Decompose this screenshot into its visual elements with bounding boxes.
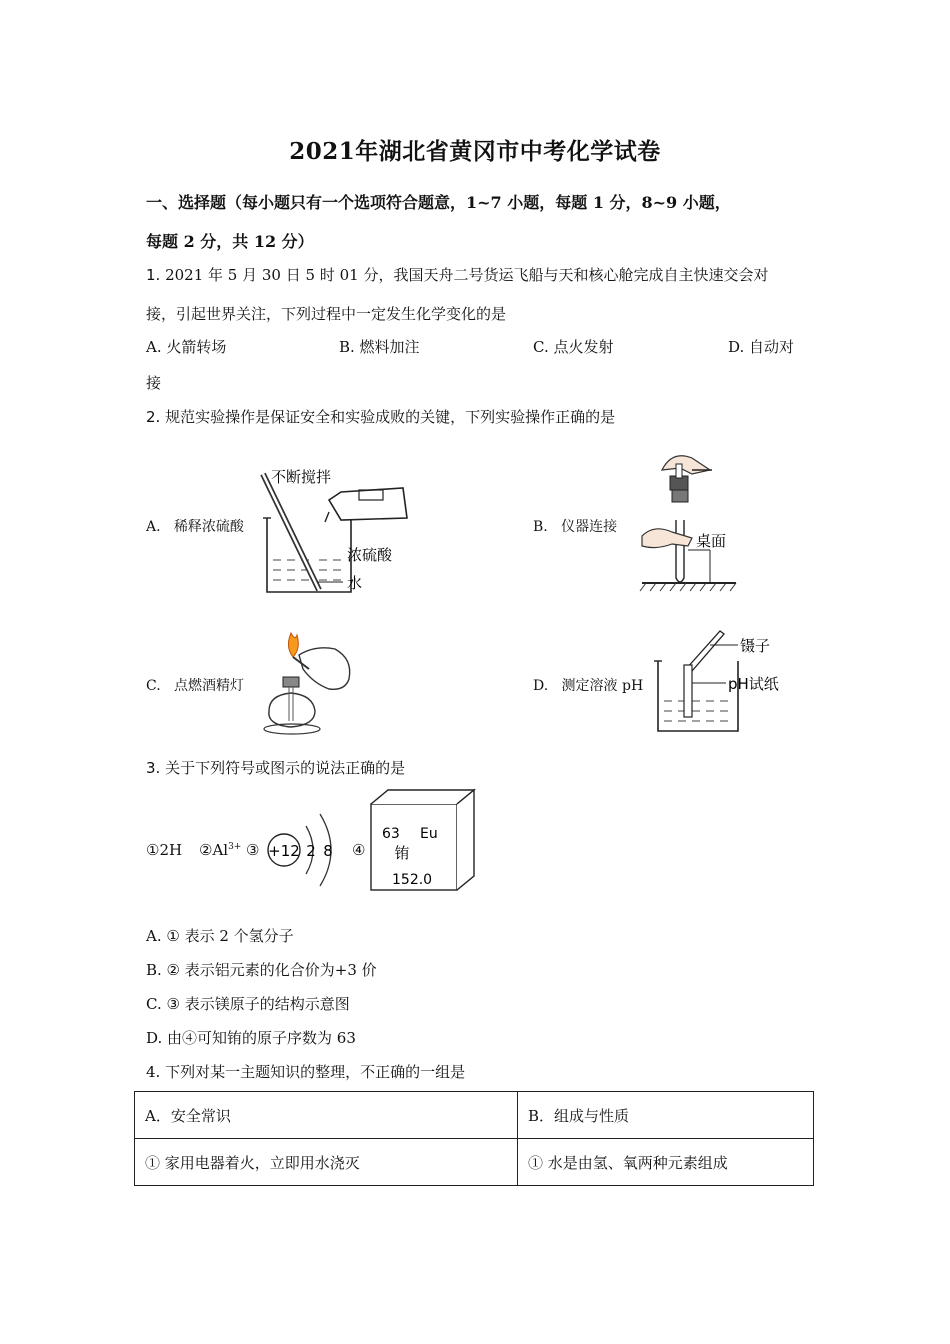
atomic-mass: 152.0 [392, 872, 433, 888]
question-2-text: 规范实验操作是保证安全和实验成败的关键，下列实验操作正确的是 [165, 408, 616, 426]
q3-symbol-4: ④ [352, 841, 366, 859]
acid-bottle [329, 488, 407, 520]
q1-option-b: B. 燃料加注 [339, 338, 420, 356]
q2-option-c-label: C. 点燃酒精灯 [146, 678, 245, 694]
label-ph-paper: pH试纸 [728, 675, 779, 693]
element-symbol: Eu [420, 826, 438, 842]
figure-alcohol-lamp [255, 625, 365, 740]
q1-option-d-wrap: 接 [146, 374, 162, 392]
figure-measure-ph [650, 625, 800, 740]
q3-option-c: C. ③ 表示镁原子的结构示意图 [146, 995, 350, 1013]
nucleus-charge: +12 [268, 842, 300, 860]
shell-1-electrons: 2 [306, 842, 316, 860]
question-number: 3. [146, 759, 161, 777]
label-table: 桌面 [696, 532, 727, 550]
q1-option-a: A. 火箭转场 [146, 338, 227, 356]
q4-table [134, 1091, 814, 1186]
atom-structure-diagram [262, 808, 362, 894]
question-4: 4. 下列对某一主题知识的整理，不正确的一组是 [146, 1063, 466, 1081]
ph-paper [684, 665, 692, 717]
q2-option-a-label: A. 稀释浓硫酸 [146, 519, 244, 535]
table-row [135, 1092, 814, 1139]
label-tweezers: 镊子 [740, 637, 771, 655]
question-number: 2. [146, 408, 161, 426]
q3-option-a: A. ① 表示 2 个氢分子 [146, 927, 294, 945]
figure-dilute-acid [255, 460, 425, 600]
question-number: 1. [146, 266, 161, 284]
q1-option-d: D. 自动对 [728, 338, 795, 356]
table-header-b: B．组成与性质 [518, 1092, 814, 1139]
figure-connect-instruments [632, 440, 752, 605]
table-cell-a1: ① 家用电器着火，立即用水浇灭 [135, 1139, 518, 1186]
q3-symbol-1: ①2H [146, 841, 183, 859]
question-1-line2: 接，引起世界关注，下列过程中一定发生化学变化的是 [146, 305, 507, 323]
section-heading-line1: 一、选择题（每小题只有一个选项符合题意，1~7 小题，每题 1 分，8~9 小题， [146, 193, 731, 212]
hand-top [662, 456, 710, 474]
q2-option-b-label: B. 仪器连接 [533, 519, 618, 535]
section-heading-line2: 每题 2 分，共 12 分） [146, 232, 314, 251]
atomic-number: 63 [382, 826, 400, 842]
q3-option-b: B. ② 表示铝元素的化合价为+3 价 [146, 961, 377, 979]
q3-symbol-3: ③ [246, 841, 260, 859]
label-stir: 不断搅拌 [271, 468, 332, 486]
flame-icon [288, 633, 298, 657]
shell-2-electrons: 8 [323, 842, 333, 860]
q1-option-c: C. 点火发射 [533, 338, 614, 356]
page-title: 2021年湖北省黄冈市中考化学试卷 [289, 138, 661, 165]
upper-lamp [299, 648, 350, 689]
table-row [135, 1139, 814, 1186]
element-cell-box [368, 788, 478, 893]
table-header-a: A．安全常识 [135, 1092, 518, 1139]
question-3 [146, 757, 405, 778]
beaker-shape [267, 518, 351, 592]
label-acid: 浓硫酸 [347, 546, 393, 564]
element-name: 铕 [394, 844, 410, 862]
lower-lamp [269, 693, 315, 727]
q3-symbol-2: $②Al^{3+}$ [199, 841, 242, 859]
q2-option-d-label: D. 测定溶液 pH [533, 678, 644, 694]
question-1-line1: 2021 年 5 月 30 日 5 时 01 分，我国天舟二号货运飞船与天和核心舱完成自主快速交会对 [165, 266, 769, 284]
test-tube [676, 520, 684, 582]
question-3-text: 关于下列符号或图示的说法正确的是 [165, 759, 406, 777]
table-cell-b1: ① 水是由氢、氧两种元素组成 [518, 1139, 814, 1186]
question-2 [146, 406, 615, 427]
question-1 [146, 264, 768, 285]
q3-option-d: D. 由④可知铕的原子序数为 63 [146, 1029, 356, 1047]
label-water: 水 [347, 574, 363, 592]
